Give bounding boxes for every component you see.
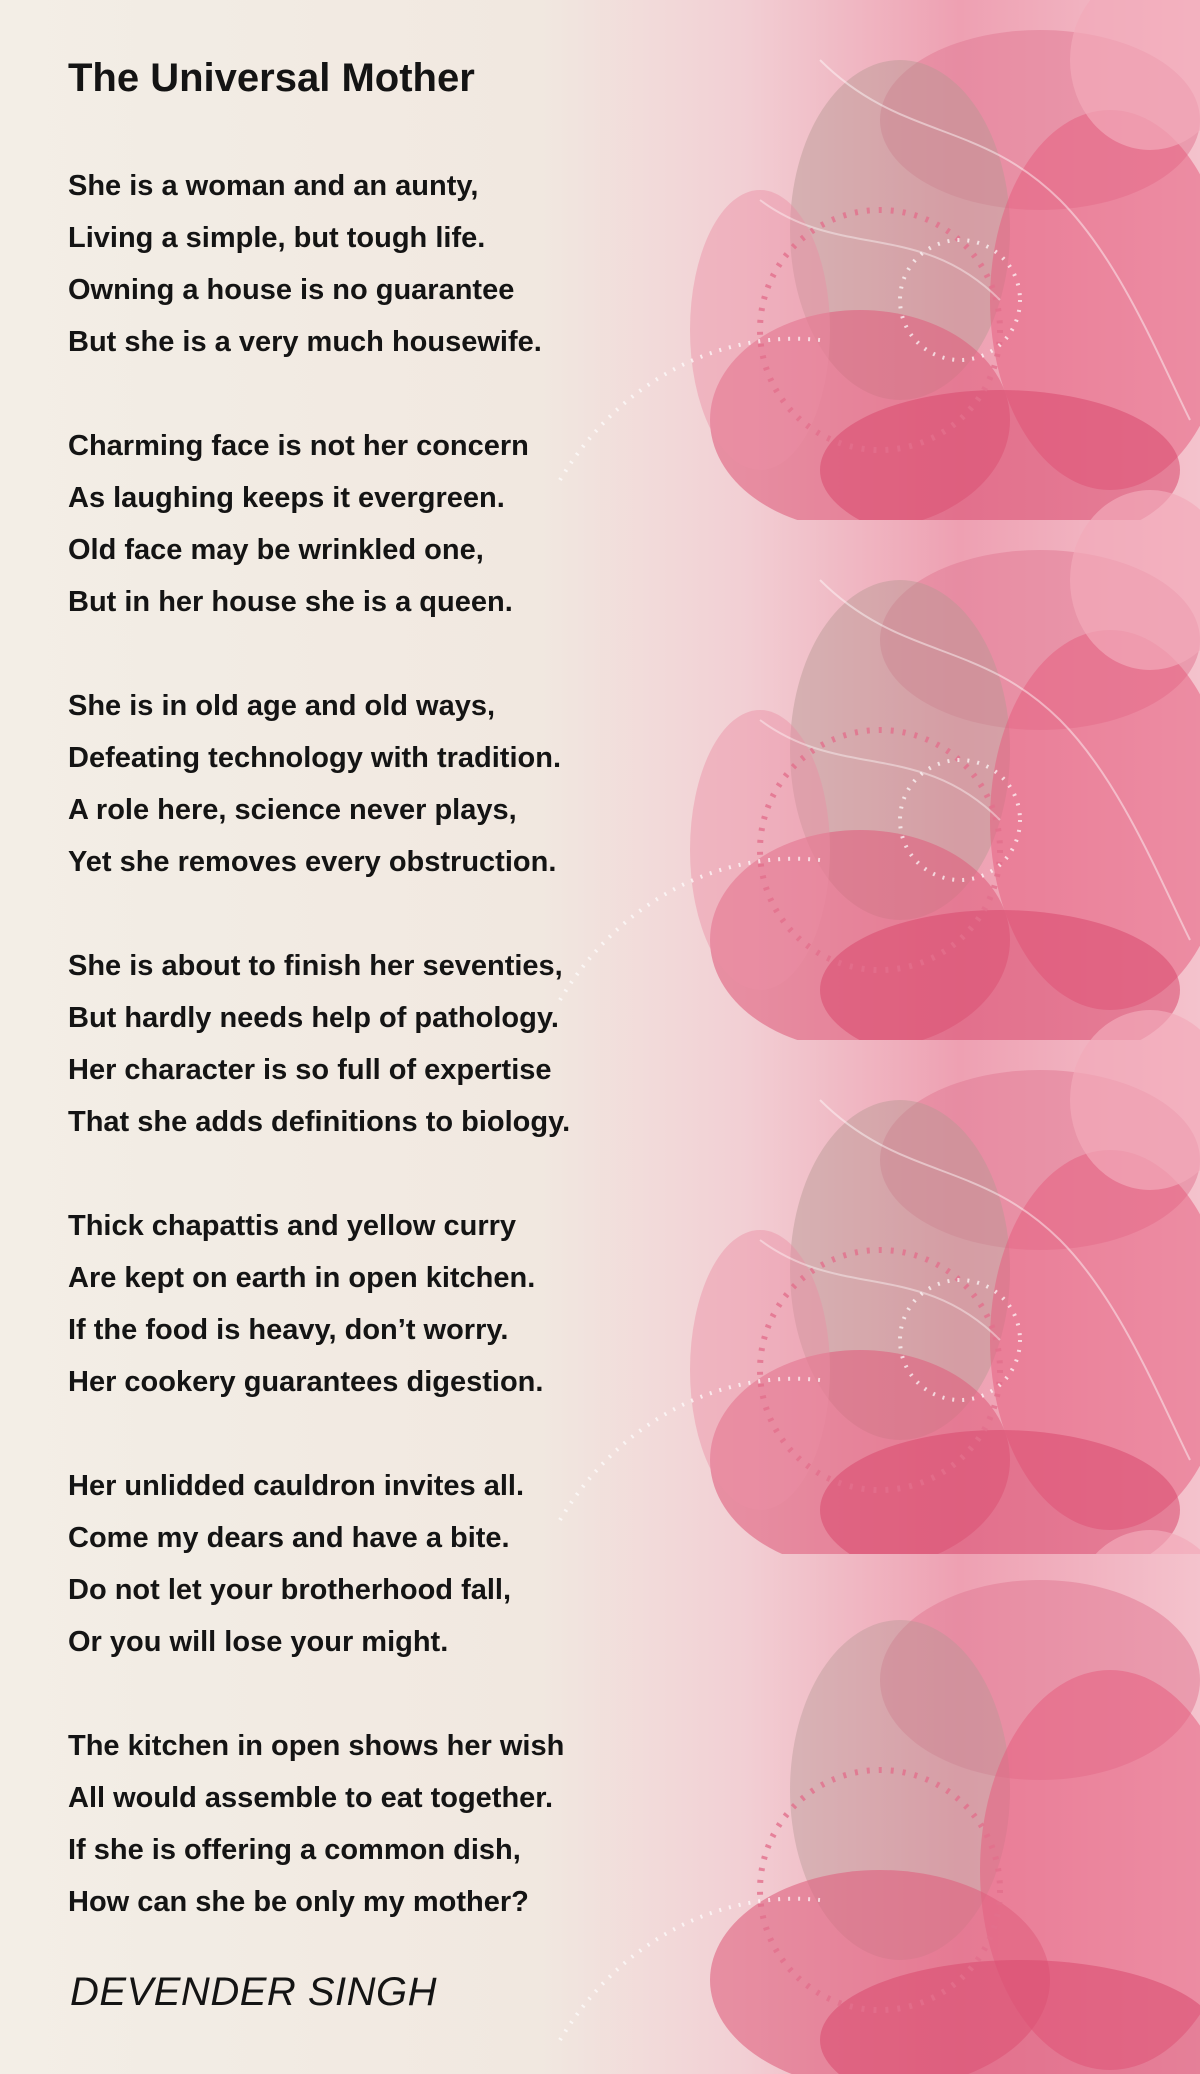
poem-line: As laughing keeps it evergreen. (68, 482, 505, 514)
poem-line: Her unlidded cauldron invites all. (68, 1470, 525, 1502)
poem-body (68, 48, 968, 1980)
poem-line: She is about to finish her seventies, (68, 950, 563, 982)
poem-line: But in her house she is a queen. (68, 586, 513, 618)
poem-line: Old face may be wrinkled one, (68, 534, 484, 566)
poem-line: Come my dears and have a bite. (68, 1522, 510, 1554)
poem-line: Owning a house is no guarantee (68, 274, 515, 306)
poem-line: But she is a very much housewife. (68, 326, 542, 358)
poem-line: Do not let your brotherhood fall, (68, 1574, 512, 1606)
poem-line: Or you will lose your might. (68, 1626, 449, 1658)
poem-line: Charming face is not her concern (68, 430, 529, 462)
poem-line: The kitchen in open shows her wish (68, 1730, 565, 1762)
stanza (68, 420, 968, 628)
poem-line: Her cookery guarantees digestion. (68, 1366, 544, 1398)
poem-line: A role here, science never plays, (68, 794, 517, 826)
stanza (68, 1460, 968, 1668)
poem-line: Her character is so full of expertise (68, 1054, 552, 1086)
poem-stanzas (68, 160, 968, 1928)
poem-line: How can she be only my mother? (68, 1886, 529, 1918)
stanza (68, 680, 968, 888)
poem-line: She is a woman and an aunty, (68, 170, 479, 202)
stanza (68, 1720, 968, 1928)
poem-line: Thick chapattis and yellow curry (68, 1210, 517, 1242)
poem-line: Are kept on earth in open kitchen. (68, 1262, 536, 1294)
poem-line: Defeating technology with tradition. (68, 742, 561, 774)
poem-line: She is in old age and old ways, (68, 690, 496, 722)
poem-line: If she is offering a common dish, (68, 1834, 521, 1866)
stanza (68, 940, 968, 1148)
poem-line: That she adds definitions to biology. (68, 1106, 571, 1138)
poem-author: DEVENDER SINGH (70, 1970, 438, 2014)
poem-line: Living a simple, but tough life. (68, 222, 486, 254)
poem-line: Yet she removes every obstruction. (68, 846, 557, 878)
poem-title: The Universal Mother (68, 56, 475, 100)
stanza (68, 1200, 968, 1408)
poem-line: All would assemble to eat together. (68, 1782, 554, 1814)
stanza (68, 160, 968, 368)
poem-line: If the food is heavy, don’t worry. (68, 1314, 509, 1346)
poem-line: But hardly needs help of pathology. (68, 1002, 559, 1034)
